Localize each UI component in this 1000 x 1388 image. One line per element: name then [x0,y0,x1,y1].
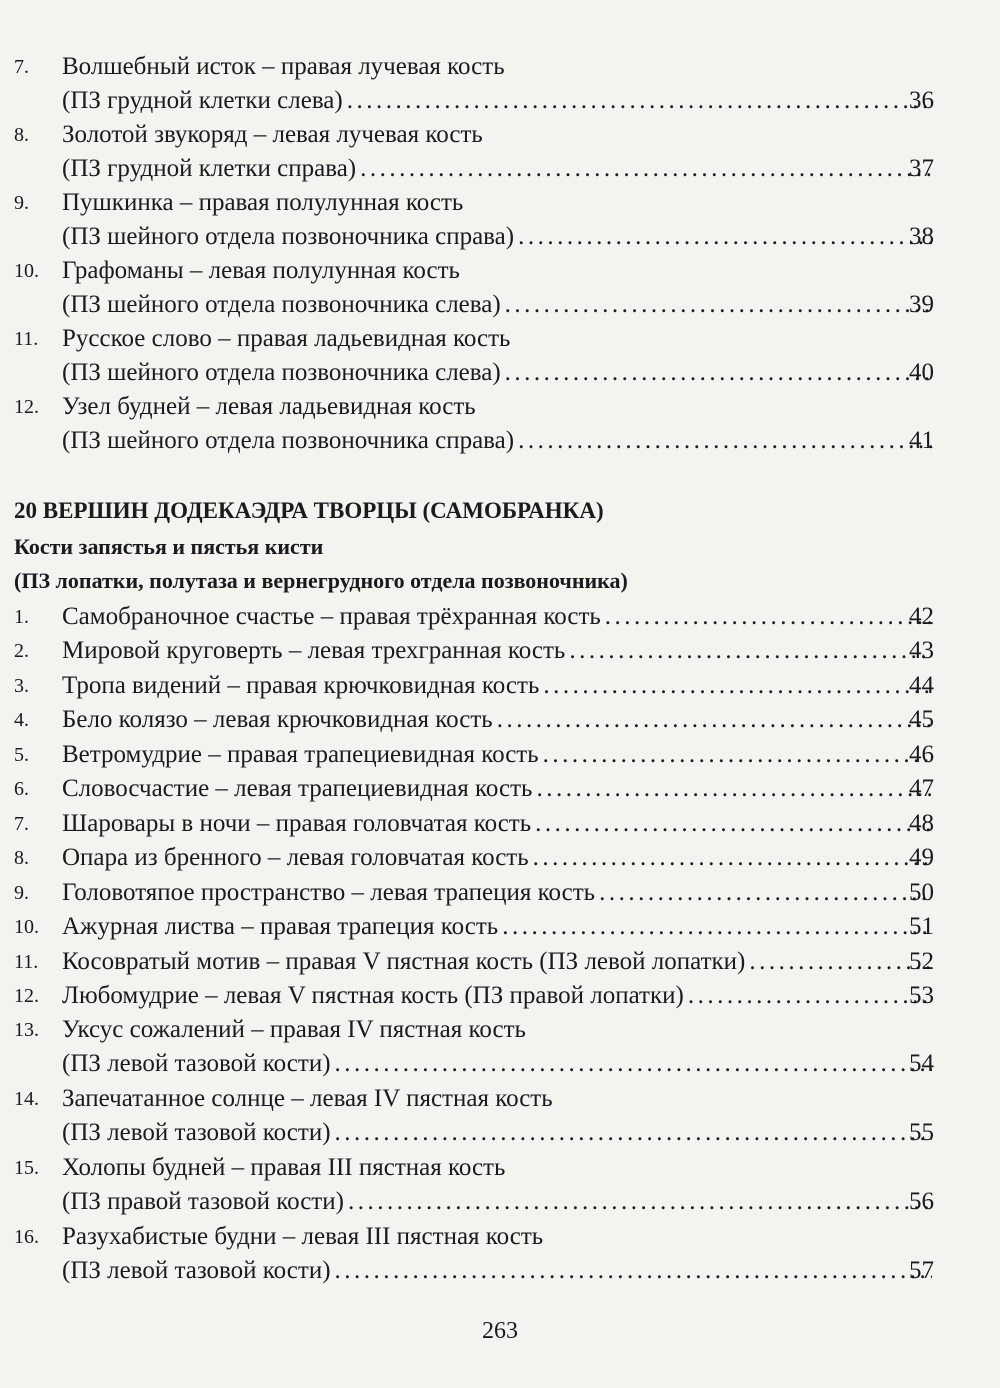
entry-page-number: 36 [909,87,934,114]
entry-page-number: 55 [909,1119,934,1146]
entry-title: Головотяпое пространство – левая трапеция кость [62,879,596,906]
entry-page-number: 43 [909,637,934,664]
entry-page-number: 52 [909,948,934,975]
entry-title: Волшебный исток – правая лучевая кость [62,53,505,80]
entry-page-number: 48 [909,810,934,837]
leader-dots [343,84,932,118]
entry-number: 5. [14,744,29,766]
leader-dots [501,288,932,322]
section-title: 20 ВЕРШИН ДОДЕКАЭДРА ТВОРЦЫ (САМОБРАНКА) [14,498,604,523]
entry-title: Косовратый мотив – правая V пястная кость (ПЗ левой лопатки) [62,948,746,975]
entry-title: Ветромудрие – правая трапециевидная кость [62,741,539,768]
entry-number: 8. [14,124,29,146]
entry-page-number: 41 [909,427,934,454]
entry-title: Разухабистые будни – левая III пястная кость [62,1223,544,1250]
leader-dots [331,1047,932,1081]
toc-entry [0,772,1000,806]
leader-dots [514,220,932,254]
entry-number: 11. [14,951,39,973]
entry-title: Бело колязо – левая крючковидная кость [62,706,493,733]
entry-page-number: 40 [909,359,934,386]
section-subtitle-note: (ПЗ лопатки, полутаза и вернегрудного отдела позвоночника) [14,568,628,593]
entry-title: Шаровары в ночи – правая головчатая кость [62,810,532,837]
entry-page-number: 38 [909,223,934,250]
leader-dots [514,424,932,458]
entry-number: 14. [14,1088,39,1110]
entry-number: 4. [14,709,29,731]
entry-page-number: 53 [909,982,934,1009]
leader-dots [344,1185,932,1219]
entry-subtitle: (ПЗ левой тазовой кости) [62,1119,331,1146]
leader-dots [539,669,932,703]
leader-dots [331,1116,932,1150]
entry-title: Запечатанное солнце – левая IV пястная кость [62,1085,553,1112]
entry-number: 7. [14,56,29,78]
entry-number: 12. [14,396,39,418]
toc-entry [0,390,1000,458]
entry-number: 7. [14,813,29,835]
toc-entry [0,118,1000,186]
entry-subtitle: (ПЗ грудной клетки слева) [62,87,343,114]
entry-page-number: 44 [909,672,934,699]
toc-entry [0,945,1000,979]
entry-number: 10. [14,916,39,938]
leader-dots [745,945,932,979]
section-subtitle: Кости запястья и пястья кисти [14,534,324,559]
entry-subtitle: (ПЗ шейного отдела позвоночника справа) [62,223,515,250]
entry-subtitle: (ПЗ шейного отдела позвоночника слева) [62,291,501,318]
entry-number: 16. [14,1226,39,1248]
leader-dots [493,703,932,737]
toc-entry [0,322,1000,390]
entry-number: 11. [14,328,39,350]
entry-title: Словосчастие – левая трапециевидная кость [62,775,533,802]
leader-dots [565,634,932,668]
toc-entry [0,186,1000,254]
entry-subtitle: (ПЗ левой тазовой кости) [62,1050,331,1077]
toc-entry [0,600,1000,634]
entry-number: 2. [14,640,29,662]
toc-entry [0,634,1000,668]
entry-title: Узел будней – левая ладьевидная кость [62,393,476,420]
entry-title: Опара из бренного – левая головчатая кость [62,844,529,871]
toc-entry [0,1013,1000,1081]
entry-title: Самобраночное счастье – правая трёхранная кость [62,603,601,630]
entry-number: 12. [14,985,39,1007]
entry-number: 10. [14,260,39,282]
leader-dots [595,876,932,910]
entry-page-number: 50 [909,879,934,906]
toc-entry [0,841,1000,875]
entry-title: Пушкинка – правая полулунная кость [62,189,464,216]
toc-entry [0,1082,1000,1150]
entry-subtitle: (ПЗ грудной клетки справа) [62,155,357,182]
leader-dots [601,600,932,634]
entry-subtitle: (ПЗ левой тазовой кости) [62,1257,331,1284]
entry-page-number: 56 [909,1188,934,1215]
entry-number: 9. [14,192,29,214]
toc-entry [0,738,1000,772]
entry-subtitle: (ПЗ шейного отдела позвоночника слева) [62,359,501,386]
entry-title: Ажурная листва – правая трапеция кость [62,913,499,940]
entry-title: Золотой звукоряд – левая лучевая кость [62,121,483,148]
entry-page-number: 45 [909,706,934,733]
leader-dots [356,152,932,186]
toc-entry [0,876,1000,910]
entry-page-number: 49 [909,844,934,871]
entry-number: 13. [14,1019,39,1041]
leader-dots [498,910,932,944]
leader-dots [684,979,932,1013]
entry-title: Любомудрие – левая V пястная кость (ПЗ правой лопатки) [62,982,684,1009]
leader-dots [529,841,932,875]
toc-entry [0,669,1000,703]
entry-page-number: 39 [909,291,934,318]
leader-dots [331,1254,932,1288]
toc-entry [0,807,1000,841]
leader-dots [531,807,932,841]
entry-title: Мировой круговерть – левая трехгранная кость [62,637,566,664]
toc-entry [0,50,1000,118]
entry-page-number: 42 [909,603,934,630]
toc-entry [0,703,1000,737]
entry-number: 15. [14,1157,39,1179]
entry-page-number: 37 [909,155,934,182]
leader-dots [539,738,932,772]
page-number-footer: 263 [482,1318,518,1344]
entry-title: Тропа видений – правая крючковидная кость [62,672,540,699]
entry-page-number: 46 [909,741,934,768]
entry-subtitle: (ПЗ шейного отдела позвоночника справа) [62,427,515,454]
leader-dots [501,356,932,390]
entry-page-number: 47 [909,775,934,802]
toc-entry [0,1151,1000,1219]
entry-number: 9. [14,882,29,904]
entry-number: 3. [14,675,29,697]
leader-dots [532,772,932,806]
entry-title: Уксус сожалений – правая IV пястная кость [62,1016,526,1043]
entry-subtitle: (ПЗ правой тазовой кости) [62,1188,344,1215]
entry-title: Графоманы – левая полулунная кость [62,257,460,284]
entry-page-number: 57 [909,1257,934,1284]
toc-entry [0,910,1000,944]
toc-entry [0,979,1000,1013]
entry-page-number: 54 [909,1050,934,1077]
toc-entry [0,1220,1000,1288]
entry-page-number: 51 [909,913,934,940]
entry-title: Холопы будней – правая III пястная кость [62,1154,506,1181]
toc-entry [0,254,1000,322]
entry-number: 1. [14,606,29,628]
entry-number: 6. [14,778,29,800]
entry-title: Русское слово – правая ладьевидная кость [62,325,511,352]
entry-number: 8. [14,847,29,869]
